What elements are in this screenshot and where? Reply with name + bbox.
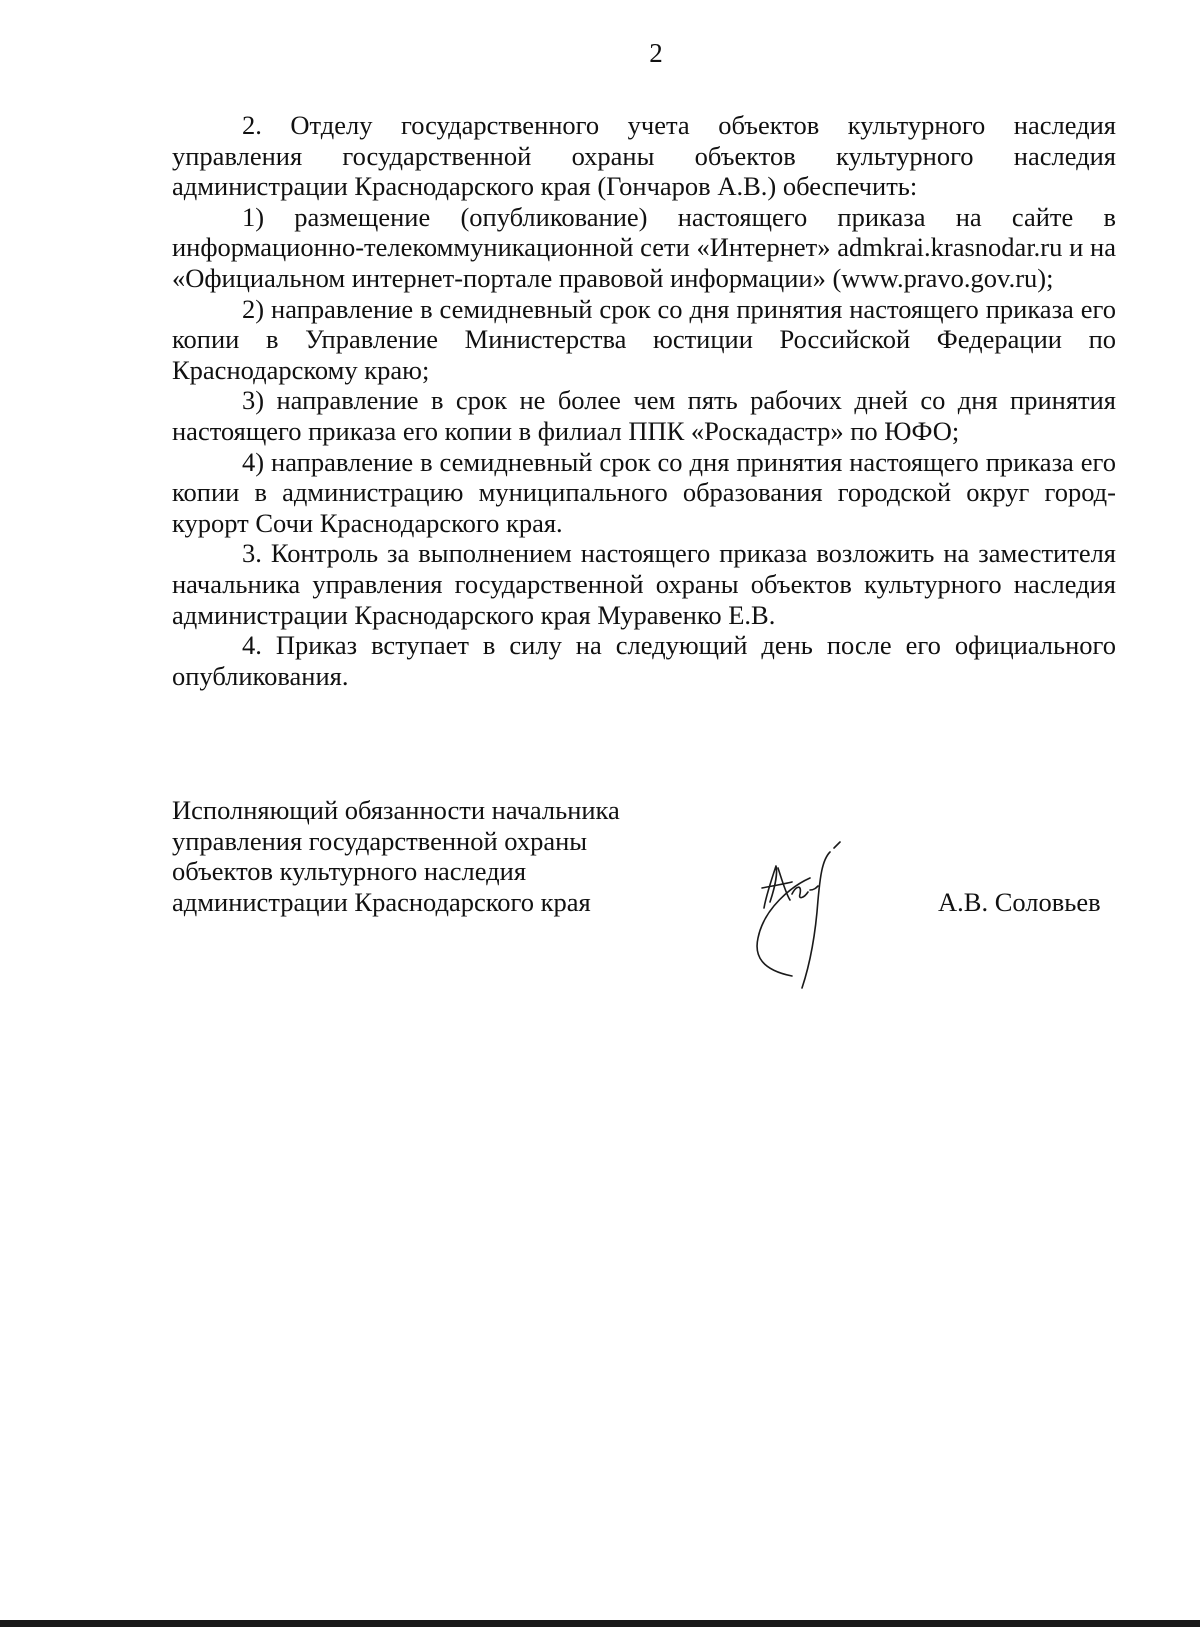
document-body (172, 110, 1116, 691)
signer-name: А.В. Соловьев (938, 887, 1101, 917)
handwritten-signature-icon (752, 838, 892, 1008)
paragraph-item-2: 2. Отделу государственного учета объектов культурного наследия управления государственной охраны объектов культурного наследия администрации Краснодарского края (Гончаров А.В.) обеспечить: (172, 110, 1116, 202)
scan-bottom-border (0, 1620, 1200, 1627)
signer-position-line: Исполняющий обязанности начальника (172, 795, 620, 825)
paragraph-item-3: 3. Контроль за выполнением настоящего приказа возложить на заместителя начальника управления государственной охраны объектов культурного наследия администрации Краснодарского края Муравенко Е.В. (172, 538, 1116, 630)
signer-position-line: объектов культурного наследия (172, 856, 527, 886)
paragraph-subitem-1: 1) размещение (опубликование) настоящего приказа на сайте в информационно-телекоммуникационной сети «Интернет» admkrai.krasnodar.ru и на «Официальном интернет-портале правовой информации» (www.pravo.gov.ru); (172, 201, 1116, 293)
page-number: 2 (649, 38, 663, 68)
paragraph-subitem-2: 2) направление в семидневный срок со дня принятия настоящего приказа его копии в Управление Министерства юстиции Российской Федерации по Краснодарскому краю; (172, 293, 1116, 385)
signer-position (172, 795, 620, 917)
paragraph-subitem-4: 4) направление в семидневный срок со дня принятия настоящего приказа его копии в администрацию муниципального образования городской округ город-курорт Сочи Краснодарского края. (172, 446, 1116, 538)
signer-position-line: управления государственной охраны (172, 825, 588, 856)
paragraph-subitem-3: 3) направление в срок не более чем пять рабочих дней со дня принятия настоящего приказа его копии в филиал ППК «Роскадастр» по ЮФО; (172, 385, 1116, 446)
signer-position-line: администрации Краснодарского края (172, 886, 591, 917)
paragraph-item-4: 4. Приказ вступает в силу на следующий день после его официального опубликования. (172, 630, 1116, 691)
